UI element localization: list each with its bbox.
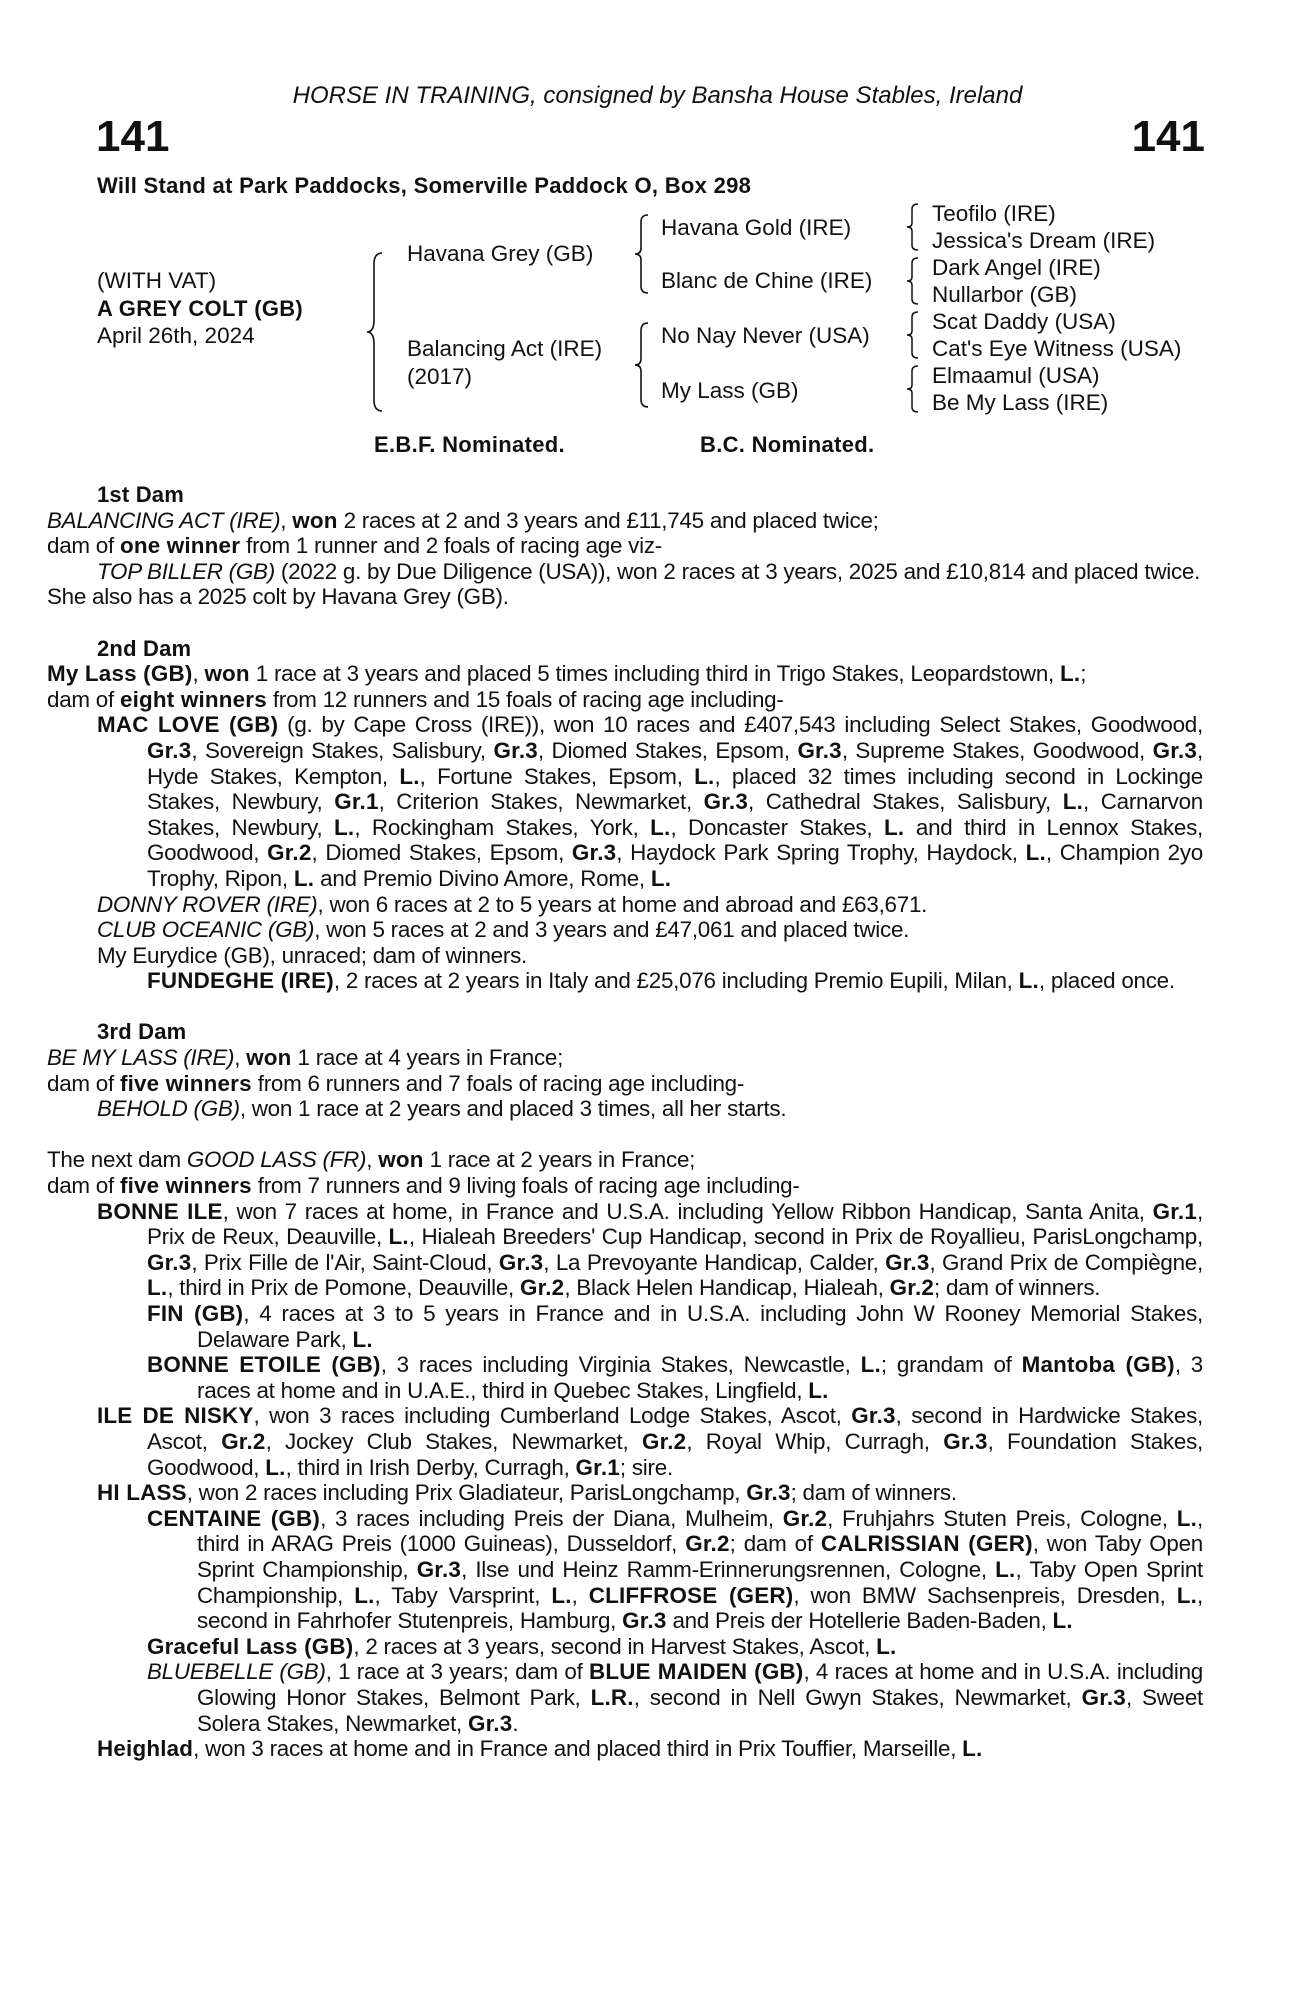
bold-text: Gr.2: [685, 1531, 730, 1557]
text: , 4 races at home and in U.S.A. including Glowing Honor Stakes, Belmont Park,: [197, 1659, 1203, 1710]
bold-text: L.: [388, 1224, 409, 1250]
record-entry: [97, 1096, 1203, 1122]
text: (2022 g. by Due Diligence (USA)), won 2 races at 3 years, 2025 and £10,814 and placed twice.: [274, 558, 1201, 584]
lot-number-left: 141: [96, 112, 170, 161]
text: , Black Helen Handicap, Hialeah,: [564, 1275, 890, 1301]
bold-text: Gr.2: [782, 1505, 828, 1531]
record-entry: [97, 1659, 1203, 1736]
bold-text: five winners: [119, 1070, 252, 1096]
bold-text: FUNDEGHE (IRE): [147, 968, 334, 994]
pedigree-brace: [906, 365, 920, 413]
bold-text: eight winners: [119, 686, 267, 712]
text: dam of: [47, 1070, 120, 1096]
bold-text: L.: [808, 1377, 829, 1403]
dam: Balancing Act (IRE): [407, 336, 603, 361]
bold-text: L.: [399, 763, 420, 789]
italic-text: DONNY ROVER (IRE): [97, 891, 318, 917]
pedigree-brace: [906, 257, 920, 305]
sire-sire: Havana Gold (IRE): [661, 215, 852, 240]
text: from 6 runners and 7 foals of racing age including-: [251, 1070, 745, 1096]
bold-text: Gr.2: [221, 1428, 266, 1454]
text: , won 3 races at home and in France and placed third in Prix Touffier, Marseille,: [193, 1736, 963, 1762]
record-entry: [47, 661, 1203, 687]
record-entry: [97, 1301, 1203, 1352]
bold-text: Gr.2: [267, 840, 312, 866]
text: , 3 races at home and in U.A.E., third in Quebec Stakes, Lingfield,: [197, 1352, 1203, 1403]
record-entry: [97, 1506, 1203, 1634]
bold-text: CLIFFROSE (GER): [588, 1582, 794, 1608]
text: She also has a 2025 colt by Havana Grey (GB).: [47, 584, 509, 610]
text: , third in Irish Derby, Curragh,: [285, 1454, 576, 1480]
text: from 7 runners and 9 living foals of racing age including-: [251, 1173, 800, 1199]
dam-section: [47, 1019, 1203, 1122]
ancestor-gen3: Cat's Eye Witness (USA): [932, 336, 1182, 361]
text: The next dam: [47, 1147, 187, 1173]
bold-text: Gr.1: [1152, 1198, 1198, 1224]
text: , Champion 2yo Trophy, Ripon,: [147, 840, 1204, 891]
bold-text: FIN (GB): [147, 1301, 244, 1326]
text: , 2 races at 2 years in Italy and £25,076 including Premio Eupili, Milan,: [333, 968, 1019, 994]
text: from 12 runners and 15 foals of racing age including-: [266, 686, 784, 712]
record-entry: [97, 943, 1203, 969]
text: ;: [1080, 661, 1087, 687]
bold-text: L.: [352, 1326, 373, 1352]
bold-text: Gr.3: [622, 1608, 667, 1634]
section-heading: 3rd Dam: [97, 1019, 187, 1045]
text: 2 races at 2 and 3 years and £11,745 and placed twice;: [337, 507, 879, 533]
text: , Taby Open Sprint Championship,: [197, 1556, 1203, 1608]
pedigree-brace: [906, 203, 920, 251]
bold-text: Gr.3: [498, 1249, 544, 1275]
text: ; dam of winners.: [934, 1275, 1101, 1301]
bold-text: Gr.3: [885, 1249, 930, 1275]
bold-text: L.: [962, 1736, 983, 1762]
bold-text: Gr.3: [493, 737, 538, 763]
bold-text: Gr.3: [797, 737, 842, 763]
bold-text: Gr.2: [641, 1428, 687, 1454]
pedigree-brace: [906, 311, 920, 359]
text: , Grand Prix de Compiègne,: [929, 1249, 1203, 1275]
record-entry: [47, 1071, 1203, 1097]
sire-dam: Blanc de Chine (IRE): [661, 268, 873, 293]
record-entry: [97, 559, 1203, 585]
bold-text: Gr.3: [1152, 737, 1198, 763]
text: , Ilse und Heinz Ramm-Erinnerungsrennen, Cologne,: [461, 1556, 996, 1582]
text: (g. by Cape Cross (IRE)), won 10 races and £407,543 including Select Stakes, Goodwood,: [278, 712, 1203, 738]
italic-text: BEHOLD (GB): [97, 1096, 240, 1122]
ancestor-gen3: Elmaamul (USA): [932, 363, 1100, 388]
dam-sire: No Nay Never (USA): [661, 323, 870, 348]
bold-text: L.: [551, 1582, 572, 1608]
text: , Prix Fille de l'Air, Saint-Cloud,: [191, 1249, 499, 1275]
bold-text: BLUE MAIDEN (GB): [589, 1659, 804, 1685]
record-entry: [47, 1045, 1203, 1071]
bold-text: one winner: [119, 533, 241, 559]
text: , won 3 races including Cumberland Lodge Stakes, Ascot,: [253, 1403, 852, 1429]
text: , third in Prix de Pomone, Deauville,: [167, 1275, 520, 1301]
italic-text: BLUEBELLE (GB): [147, 1659, 326, 1685]
text: , La Prevoyante Handicap, Calder,: [543, 1249, 886, 1275]
bold-text: L.: [1018, 968, 1039, 994]
record-entry: [97, 1199, 1203, 1301]
bold-text: Gr.3: [571, 840, 617, 866]
text: , placed 32 times including second in Lockinge Stakes, Newbury,: [147, 763, 1203, 815]
record-entry: [97, 892, 1203, 918]
text: , Diomed Stakes, Epsom,: [311, 840, 572, 866]
text: , won 6 races at 2 to 5 years at home and abroad and £63,671.: [317, 891, 928, 917]
bold-text: CENTAINE (GB): [147, 1505, 321, 1531]
section-heading: 1st Dam: [97, 482, 184, 507]
text: , Fruhjahrs Stuten Preis, Cologne,: [827, 1505, 1177, 1531]
text: and third in Lennox Stakes, Goodwood,: [147, 814, 1203, 866]
bold-text: L.: [1025, 840, 1046, 866]
bold-text: L.: [334, 814, 355, 840]
record-entry: [97, 1480, 1203, 1506]
pedigree-brace: [634, 214, 650, 294]
text: , second in Fahrhofer Stutenpreis, Hamburg,: [197, 1582, 1203, 1634]
bc-nomination: B.C. Nominated.: [700, 432, 875, 457]
text: , second in Nell Gwyn Stakes, Newmarket,: [633, 1684, 1082, 1710]
text: .: [512, 1710, 519, 1736]
ancestor-gen3: Scat Daddy (USA): [932, 309, 1116, 334]
text: dam of: [47, 686, 120, 712]
text: ,: [571, 1582, 589, 1608]
text: ; dam of: [729, 1531, 821, 1557]
vat-note: (WITH VAT): [97, 268, 217, 293]
bold-text: Gr.3: [468, 1710, 513, 1736]
record-entry: [97, 968, 1203, 994]
record-entry: [97, 1634, 1203, 1660]
bold-text: ILE DE NISKY: [97, 1403, 254, 1429]
pedigree-brace: [634, 322, 650, 408]
text: , 2 races at 3 years, second in Harvest Stakes, Ascot,: [353, 1633, 877, 1659]
text: , Hialeah Breeders' Cup Handicap, second in Prix de Royallieu, ParisLongchamp,: [408, 1224, 1203, 1250]
record-entry: [47, 533, 1203, 559]
bold-text: won: [246, 1045, 292, 1071]
bold-text: L.: [860, 1352, 881, 1378]
bold-text: Gr.3: [147, 737, 192, 763]
text: , Sovereign Stakes, Salisbury,: [191, 737, 494, 763]
text: , Taby Varsprint,: [374, 1582, 552, 1608]
dam-year: (2017): [407, 364, 473, 389]
text: and Premio Divino Amore, Rome,: [314, 865, 651, 891]
record-entry: [97, 1736, 1203, 1762]
text: , Criterion Stakes, Newmarket,: [378, 789, 704, 815]
record-entry: [97, 1352, 1203, 1403]
text: , 3 races including Preis der Diana, Mulheim,: [320, 1505, 783, 1531]
text: ,: [234, 1045, 247, 1071]
bold-text: L.: [694, 763, 715, 789]
record-entry: [47, 1173, 1203, 1199]
dam-section: [47, 482, 1203, 610]
text: ,: [280, 507, 293, 533]
record-entry: [97, 712, 1203, 891]
ancestor-gen3: Nullarbor (GB): [932, 282, 1078, 307]
consignment-heading: HORSE IN TRAINING, consigned by Bansha House Stables, Ireland: [292, 82, 1023, 109]
bold-text: won: [204, 661, 250, 687]
bold-text: L.: [1176, 1505, 1198, 1531]
bold-text: L.: [265, 1454, 286, 1480]
text: , 4 races at 3 to 5 years in France and in U.S.A. including John W Rooney Memorial Stakes, Delaware Park,: [197, 1301, 1203, 1352]
text: dam of: [47, 533, 120, 559]
record-entry: [47, 1147, 1203, 1173]
lot-number-right: 141: [1131, 112, 1205, 161]
text: , Doncaster Stakes,: [670, 814, 884, 840]
bold-text: Heighlad: [97, 1736, 194, 1762]
stand-location: Will Stand at Park Paddocks, Somerville Paddock O, Box 298: [97, 173, 752, 198]
text: , Haydock Park Spring Trophy, Haydock,: [616, 840, 1026, 866]
ancestor-gen3: Teofilo (IRE): [932, 201, 1056, 226]
sire: Havana Grey (GB): [407, 241, 594, 266]
text: , Fortune Stakes, Epsom,: [419, 763, 695, 789]
text: , Sweet Solera Stakes, Newmarket,: [197, 1684, 1203, 1736]
text: 1 race at 3 years and placed 5 times including third in Trigo Stakes, Leopardstown,: [249, 661, 1060, 687]
bold-text: L.: [293, 865, 315, 891]
bold-text: L.: [883, 814, 905, 840]
text: , Supreme Stakes, Goodwood,: [841, 737, 1153, 763]
bold-text: L.: [1059, 661, 1081, 687]
text: , Cathedral Stakes, Salisbury,: [748, 789, 1063, 815]
text: , Foundation Stakes, Goodwood,: [147, 1428, 1203, 1480]
bold-text: L.: [650, 865, 672, 891]
text: ; sire.: [619, 1454, 673, 1480]
ancestor-gen3: Dark Angel (IRE): [932, 255, 1101, 280]
text: , Royal Whip, Curragh,: [686, 1428, 944, 1454]
text: ,: [192, 661, 205, 687]
bold-text: L.: [650, 814, 671, 840]
record-entry: [97, 1403, 1203, 1480]
text: , won 7 races at home, in France and U.S.A. including Yellow Ribbon Handicap, Santa Anita,: [222, 1198, 1153, 1224]
bold-text: Gr.2: [519, 1275, 565, 1301]
text: , Jockey Club Stakes, Newmarket,: [265, 1428, 642, 1454]
bold-text: Gr.3: [851, 1403, 896, 1429]
bold-text: L.: [876, 1633, 897, 1659]
text: , won Taby Open Sprint Championship,: [197, 1531, 1203, 1582]
bold-text: won: [292, 507, 338, 533]
text: , 1 race at 3 years; dam of: [325, 1659, 590, 1685]
record-entry: [47, 508, 1203, 534]
ebf-nomination: E.B.F. Nominated.: [374, 432, 565, 457]
text: ; dam of winners.: [790, 1480, 957, 1506]
bold-text: BONNE ETOILE (GB): [147, 1352, 381, 1378]
record-entry: [97, 917, 1203, 943]
bold-text: CALRISSIAN (GER): [820, 1531, 1033, 1557]
text: , Prix de Reux, Deauville,: [147, 1198, 1203, 1250]
text: , third in ARAG Preis (1000 Guineas), Dusseldorf,: [197, 1505, 1203, 1557]
bold-text: Gr.1: [575, 1454, 620, 1480]
pedigree-brace: [366, 252, 384, 412]
bold-text: Gr.2: [889, 1275, 935, 1301]
bold-text: Gr.3: [1081, 1684, 1126, 1710]
text: , Carnarvon Stakes, Newbury,: [147, 789, 1203, 840]
text: , Rockingham Stakes, York,: [354, 814, 651, 840]
bold-text: L.: [1062, 789, 1084, 815]
bold-text: Gr.3: [147, 1249, 192, 1275]
text: 1 race at 4 years in France;: [291, 1045, 564, 1071]
text: , Diomed Stakes, Epsom,: [537, 737, 798, 763]
produce-record: [47, 482, 1204, 1787]
text: from 1 runner and 2 foals of racing age viz-: [240, 533, 662, 559]
text: ,: [366, 1147, 379, 1173]
text: ; grandam of: [880, 1352, 1022, 1378]
text: dam of: [47, 1173, 120, 1199]
bold-text: L.: [995, 1556, 1016, 1582]
text: , won 2 races including Prix Gladiateur, ParisLongchamp,: [186, 1480, 747, 1506]
text: My Eurydice (GB), unraced; dam of winners.: [97, 942, 528, 968]
bold-text: My Lass (GB): [47, 661, 193, 687]
bold-text: HI LASS: [97, 1480, 187, 1506]
bold-text: Gr.3: [943, 1428, 988, 1454]
bold-text: Gr.3: [746, 1480, 791, 1506]
bold-text: L.: [147, 1275, 168, 1301]
record-entry: [47, 584, 1203, 610]
ancestor-gen3: Jessica's Dream (IRE): [932, 228, 1156, 253]
italic-text: GOOD LASS (FR): [186, 1147, 367, 1173]
text: , won BMW Sachsenpreis, Dresden,: [793, 1582, 1177, 1608]
text: , placed once.: [1038, 968, 1175, 994]
text: , won 5 races at 2 and 3 years and £47,061 and placed twice.: [314, 917, 910, 943]
bold-text: five winners: [119, 1173, 252, 1199]
horse-name: A GREY COLT (GB): [97, 296, 304, 321]
italic-text: BALANCING ACT (IRE): [47, 507, 281, 533]
record-entry: [47, 687, 1203, 713]
bold-text: won: [378, 1147, 424, 1173]
bold-text: Graceful Lass (GB): [147, 1633, 354, 1659]
bold-text: L.: [1052, 1608, 1073, 1634]
foaling-date: April 26th, 2024: [97, 323, 255, 348]
dam-section: [47, 1147, 1203, 1762]
text: and Preis der Hotellerie Baden-Baden,: [666, 1608, 1053, 1634]
text: 1 race at 2 years in France;: [423, 1147, 696, 1173]
bold-text: L.R.: [590, 1684, 634, 1710]
section-heading: 2nd Dam: [97, 635, 192, 661]
bold-text: MAC LOVE (GB): [97, 712, 279, 738]
bold-text: Gr.1: [334, 789, 379, 815]
text: , Hyde Stakes, Kempton,: [147, 737, 1203, 789]
dam-section: [47, 635, 1204, 994]
bold-text: Mantoba (GB): [1021, 1352, 1175, 1378]
text: , second in Hardwicke Stakes, Ascot,: [147, 1403, 1203, 1454]
text: , won 1 race at 2 years and placed 3 times, all her starts.: [239, 1096, 787, 1122]
bold-text: Gr.3: [416, 1556, 462, 1582]
bold-text: L.: [1176, 1582, 1198, 1608]
italic-text: TOP BILLER (GB): [97, 558, 275, 584]
text: , 3 races including Virginia Stakes, Newcastle,: [380, 1352, 861, 1378]
italic-text: CLUB OCEANIC (GB): [97, 917, 315, 943]
bold-text: L.: [354, 1582, 375, 1608]
ancestor-gen3: Be My Lass (IRE): [932, 390, 1109, 415]
dam-dam: My Lass (GB): [661, 378, 799, 403]
bold-text: BONNE ILE: [97, 1198, 223, 1224]
italic-text: BE MY LASS (IRE): [47, 1045, 235, 1071]
bold-text: Gr.3: [703, 789, 749, 815]
